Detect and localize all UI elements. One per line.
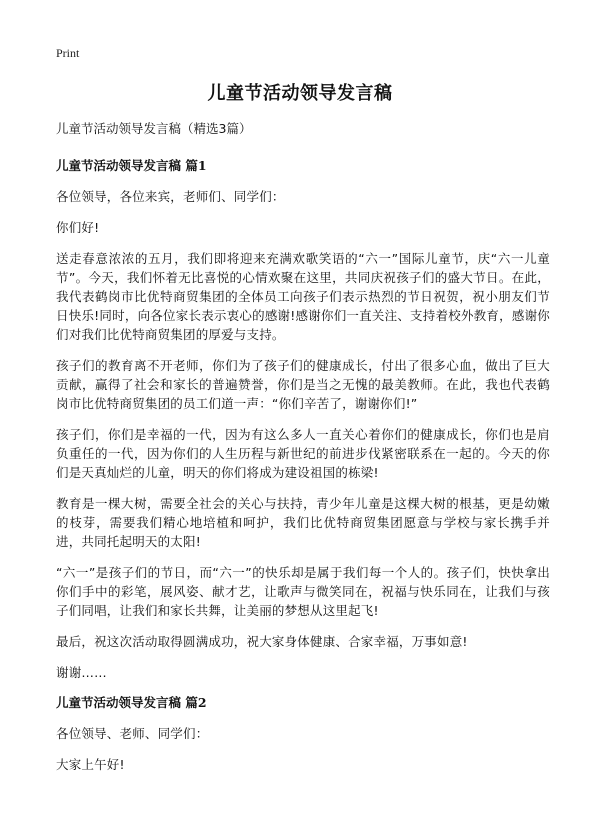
paragraph: 孩子们，你们是幸福的一代，因为有这么多人一直关心着你们的健康成长，你们也是肩负重任的一代，因为你们的人生历程与新世纪的前进步伐紧密联系在一起的。今天的你们是天真灿烂的儿童，明天的你们将成为建设祖国的栋梁! [56, 427, 550, 480]
paragraph: 大家上午好! [56, 757, 125, 772]
paragraph: 各位领导，各位来宾，老师们、同学们： [56, 189, 285, 204]
document-title: 儿童节活动领导发言稿 [207, 83, 393, 104]
paragraph: 你们好! [56, 220, 100, 235]
document-body [56, 120, 550, 786]
paragraph: “六一”是孩子们的节日，而“六一”的快乐却是属于我们每一个人的。孩子们，快快拿出你们手中的彩笔，展风姿、献才艺，让歌声与微笑同在，祝福与快乐同在，让我们与孩子们同唱，让我们和家长共舞，让美丽的梦想从这里起飞! [56, 565, 550, 618]
paragraph: 送走春意浓浓的五月，我们即将迎来充满欢歌笑语的“六一”国际儿童节，庆“六一儿童节”。今天，我们怀着无比喜悦的心情欢聚在这里，共同庆祝孩子们的盛大节日。在此，我代表鹤岗市比优特商贸集团的全体员工向孩子们表示热烈的节日祝贺，祝小朋友们节日快乐!同时，向各位家长表示衷心的感谢!感谢你们一直关注、支持着校外教育，感谢你们对我们比优特商贸集团的厚爱与支持。 [56, 251, 550, 342]
paragraph: 谢谢…… [56, 665, 107, 680]
print-link[interactable]: Print [56, 46, 80, 60]
paragraph: 最后，祝这次活动取得圆满成功，祝大家身体健康、合家幸福，万事如意! [56, 634, 468, 649]
section-heading-1: 儿童节活动领导发言稿 篇1 [56, 158, 207, 173]
section-heading-2: 儿童节活动领导发言稿 篇2 [56, 695, 207, 710]
paragraph: 教育是一棵大树，需要全社会的关心与扶持，青少年儿童是这棵大树的根基，更是幼嫩的枝芽，需要我们精心地培植和呵护，我们比优特商贸集团愿意与学校与家长携手并进，共同托起明天的太阳! [56, 496, 550, 549]
document-subtitle: 儿童节活动领导发言稿（精选3篇） [56, 121, 252, 136]
paragraph: 孩子们的教育离不开老师，你们为了孩子们的健康成长，付出了很多心血，做出了巨大贡献，赢得了社会和家长的普遍赞誉，你们是当之无愧的最美教师。在此，我也代表鹤岗市比优特商贸集团的员工们道一声：“你们辛苦了，谢谢你们!” [56, 358, 550, 411]
paragraph: 各位领导、老师、同学们： [56, 726, 209, 741]
